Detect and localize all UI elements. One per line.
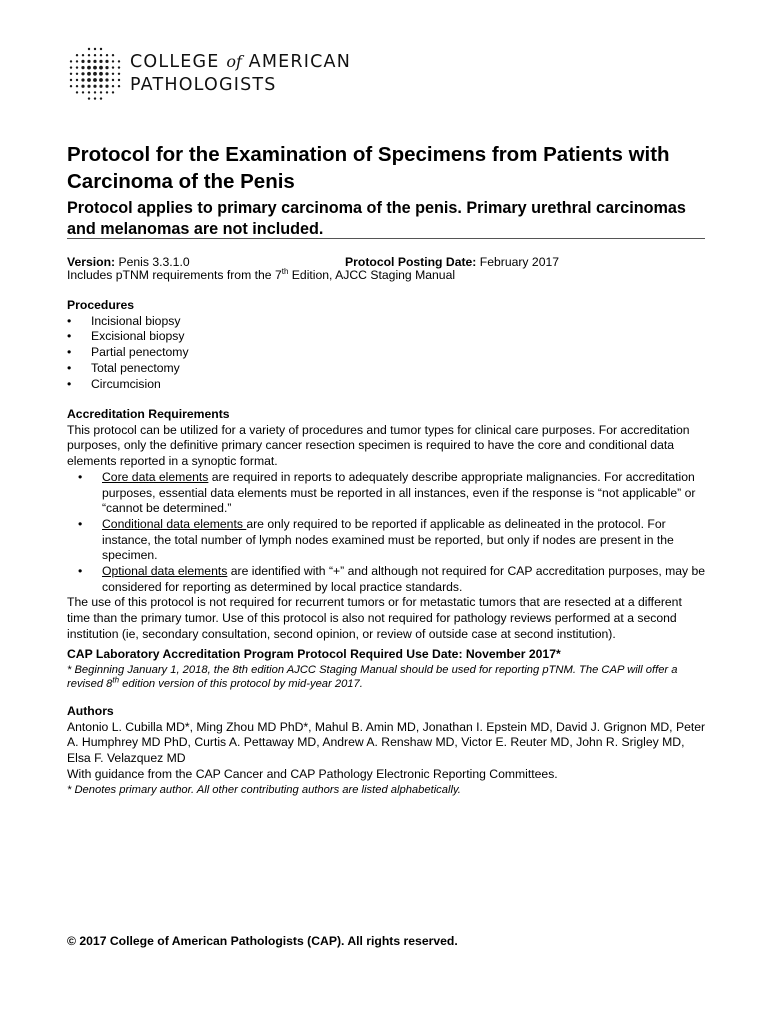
list-item: • Total penectomy [67, 361, 707, 377]
logo-line-2: PATHOLOGISTS [130, 75, 277, 95]
ptnm-requirements-line: Includes pTNM requirements from the 7th Edition, AJCC Staging Manual [67, 266, 456, 282]
required-use-date-section [67, 647, 707, 692]
logo-line-1: COLLEGE of AMERICAN [130, 52, 351, 72]
copyright-footer: © 2017 College of American Pathologists (CAP). All rights reserved. [67, 934, 458, 948]
authors-heading: Authors [67, 704, 114, 718]
list-item: • Excisional biopsy [67, 329, 707, 345]
authors-names: Antonio L. Cubilla MD*, Ming Zhou MD PhD*, Mahul B. Amin MD, Jonathan I. Epstein MD, David J. Grignon MD, Peter A. Humphrey MD PhD, Curtis A. Pettaway MD, Andrew A. Renshaw MD, Victor E. Reuter MD, John R. Srigley MD, Elsa F. Velazquez MD [67, 719, 706, 766]
data-elements-list [67, 470, 707, 596]
accreditation-intro: This protocol can be utilized for a variety of procedures and tumor types for clinical care purposes. For accreditation purposes, only the definitive primary cancer resection specimen is required to have the core and conditional data elements reported in a synoptic format. [67, 422, 690, 469]
authors-guidance: With guidance from the CAP Cancer and CAP Pathology Electronic Reporting Committees. [67, 766, 558, 781]
accreditation-heading: Accreditation Requirements [67, 407, 230, 421]
procedures-list [67, 314, 707, 393]
accreditation-closing: The use of this protocol is not required for recurrent tumors or for metastatic tumors that are resected at a different time than the primary tumor. Use of this protocol is also not required for pathology reviews performed at a second institution (ie, secondary consultation, second opinion, or review of outside case at second institution). [67, 595, 682, 641]
list-item: • Circumcision [67, 377, 707, 393]
document-title: Protocol for the Examination of Specimens from Patients with Carcinoma of the Penis [67, 143, 670, 193]
required-use-date-note: * Beginning January 1, 2018, the 8th edition AJCC Staging Manual should be used for reporting pTNM. The CAP will offer a revised 8th edition version of this protocol by mid-year 2017. [67, 663, 678, 691]
list-item: • Core data elements are required in reports to adequately describe appropriate malignancies. For accreditation purposes, essential data elements must be reported in all instances, even if the response is “not applicable” or “cannot be determined.” [67, 470, 707, 517]
procedures-section [67, 298, 707, 392]
version-line: Version: Penis 3.3.1.0 Protocol Posting Date: February 2017 [67, 255, 560, 269]
list-item: • Conditional data elements are only required to be reported if applicable as delineated in the protocol. For instance, the total number of lymph nodes examined must be reported, but only if nodes are present in the specimen. [67, 517, 707, 564]
title-divider [67, 238, 705, 239]
posting-date: Protocol Posting Date: February 2017 [345, 255, 560, 269]
procedures-heading: Procedures [67, 298, 135, 312]
required-use-date-heading: CAP Laboratory Accreditation Program Protocol Required Use Date: November 2017* [67, 647, 561, 661]
cap-dot-logo-icon [68, 46, 122, 102]
list-item: • Optional data elements are identified with “+” and although not required for CAP accreditation purposes, may be considered for reporting as determined by local practice standards. [67, 564, 707, 595]
authors-section [67, 704, 707, 797]
cap-logo [68, 46, 388, 102]
authors-note: * Denotes primary author. All other contributing authors are listed alphabetically. [67, 783, 461, 796]
accreditation-section [67, 407, 707, 643]
list-item: • Partial penectomy [67, 345, 707, 361]
list-item: • Incisional biopsy [67, 314, 707, 330]
document-subtitle: Protocol applies to primary carcinoma of the penis. Primary urethral carcinomas and melanomas are not included. [67, 199, 686, 238]
